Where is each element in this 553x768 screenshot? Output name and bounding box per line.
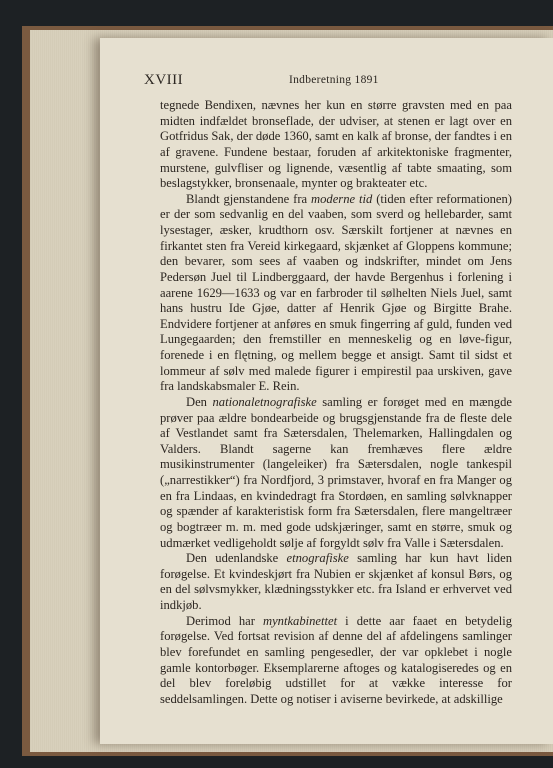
page-number: XVIII — [144, 72, 184, 88]
text-segment: Den udenlandske — [186, 551, 287, 566]
text-segment: Derimod har — [186, 613, 263, 628]
italic-term: moderne tid — [311, 191, 373, 206]
running-head: Indberetning 1891 — [289, 74, 379, 86]
text-segment: samling har kun havt liden forøgelse. Et kvindeskjørt fra Nubien er skjænket af konsul Børs, og en del sølvsmykker, klædningsstykker etc. fra Island er erhvervet ved indkjøb. — [160, 551, 512, 612]
page-header — [144, 72, 553, 92]
paragraph — [160, 614, 512, 708]
italic-term: nationaletnografiske — [212, 394, 317, 409]
paragraph — [160, 551, 512, 614]
text-segment: i dette aar faaet en betydelig forøgelse. Ved fortsat revision af denne del af afdelingens samlinger blev forefundet en samling pengesedler, der var opklebet i nogle gamle kontorbøger. Eksemplarerne aftoges og katalogiseredes og en del blev foreløbig udstillet for at vække interesse for seddelsamlingen. Dette og notiser i aviserne bevirkede, at adskillige — [160, 613, 512, 706]
paragraph — [160, 192, 512, 395]
text-segment: tegnede Bendixen, nævnes her kun en større gravsten med en paa midten indfældet bronseflade, der udviser, at stenen er lagt over en Gotfridus Sak, der døde 1360, samt en kalk af bronse, der fandtes i en af gravene. Fundene bestaar, foruden af arkitektoniske fragmenter, murstene, gulvfliser og lignende, væsentlig af tabte smaating, som beslagstykker, bronsenaale, mynter og brakteater etc. — [160, 98, 512, 191]
text-segment: Den — [186, 394, 213, 409]
text-segment: (tiden efter reformationen) er der som sedvanlig en del vaaben, som sverd og hellebarder, samt lysestager, æsker, krudthorn osv. Særskilt fortjener at nævnes en firkantet sten fra Vereid kirkegaard, skjænket af Gloppens kommune; den bevarer, som sees af vaaben og indskrifter, mindet om Jens Pedersøn Juel til Lindberggaard, der havde Bergenhus i forlening i aarene 1629—1633 og var en farbroder til sølhelten Niels Juel, samt hans hustru Ide Gjøe, datter af Henrik Gjøe og Birgitte Brahe. Endvidere fortjener at anføres en smuk fingerring af guld, funden ved Lungegaarden; den fremstiller en menneskelig og en løve-figur, forenede i en flętning, og mellem begge et ansigt. Samt til sidst et lommeur af sølv med malede figurer i empirestil paa urskiven, gave fra landskabsmaler E. Rein. — [160, 191, 513, 394]
text-segment: Blandt gjenstandene fra — [186, 191, 312, 206]
italic-term: myntkabinettet — [262, 613, 338, 628]
paragraph — [160, 395, 512, 551]
text-segment: samling er forøget med en mængde prøver paa ældre bondearbeide og brugsgjenstande fra de fleste dele af Vestlandet samt fra Sætersdalen, Thelemarken, Hallingdalen og Valders. Blandt sagerne kan fremhæves flere ældre musikinstrumenter (langeleiker) fra Sætersdalen, nogle tankespil („narrestikker“) fra Nordfjord, 3 primstaver, hvoraf en fra Manger og en fra Lindaas, en kvindedragt fra Stordøen, en samling sølvknapper og spænder af karakteristisk form fra Sætersdalen, flere mangeltræer og bogtræer m. m. med gode udskjæringer, samt en større, smuk og udmærket vedligeholdt sølje af forgyldt sølv fra Valle i Sætersdalen. — [160, 394, 512, 550]
body-text — [160, 98, 512, 707]
italic-term: etnografiske — [286, 551, 349, 566]
paragraph — [160, 98, 512, 192]
